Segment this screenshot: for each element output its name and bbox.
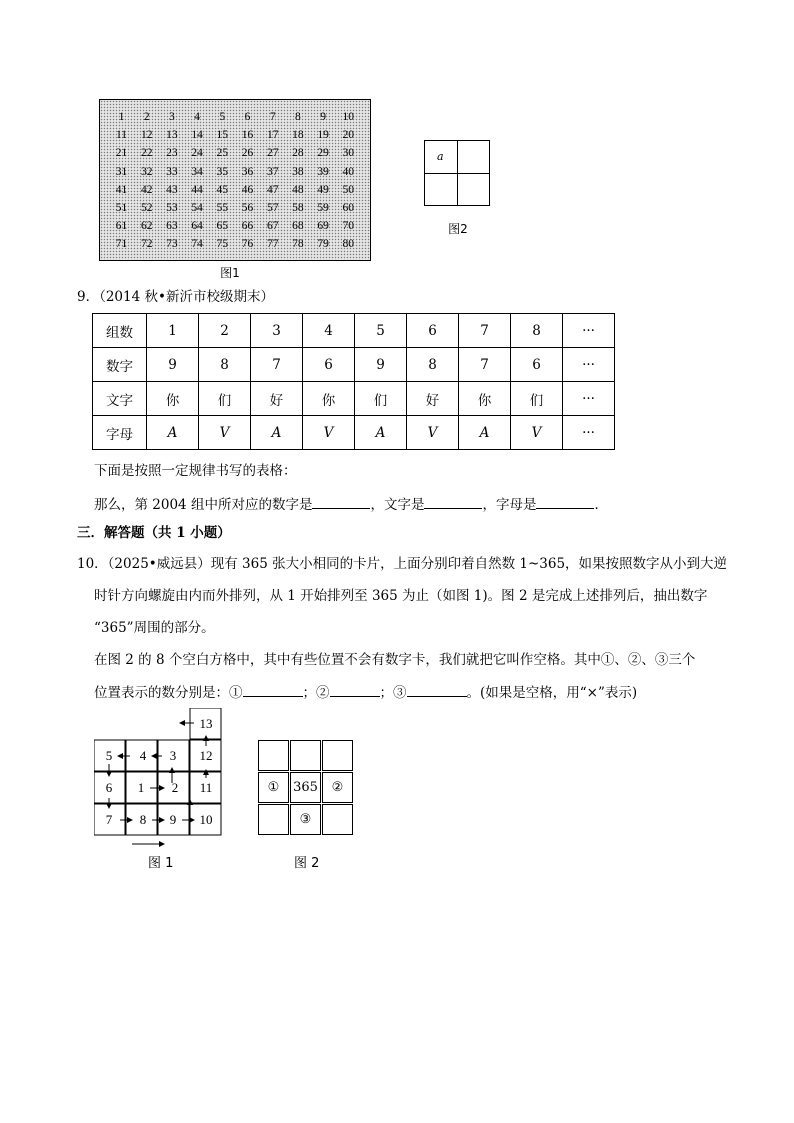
spiral-figure-2-caption: 图 2 [294, 856, 320, 871]
table-cell: 2 [199, 314, 251, 348]
table-row [93, 348, 615, 382]
grid-number: 37 [266, 165, 279, 178]
grid-number: 21 [115, 147, 128, 160]
grid-number: 14 [191, 129, 203, 142]
grid-number: 41 [115, 183, 128, 196]
answer-blank [312, 494, 370, 509]
q10-line3: “365”周围的部分。 [94, 620, 215, 636]
grid-number: 2 [143, 111, 150, 123]
q9-question [94, 494, 608, 514]
table-cell: ··· [563, 314, 615, 348]
table-cell: ··· [563, 382, 615, 416]
grid-number: 68 [292, 220, 304, 233]
grid-divider [425, 173, 489, 174]
grid-number: 39 [317, 165, 329, 178]
table-cell: 们 [355, 382, 407, 416]
q10-line5-b: ；② [302, 685, 330, 701]
grid-cell [322, 740, 353, 771]
table-cell: A [459, 416, 511, 450]
spiral-number: 1 [137, 780, 145, 795]
grid-number: 34 [191, 165, 203, 178]
table-cell: 4 [303, 314, 355, 348]
grid-number: 25 [216, 147, 229, 160]
table-cell: 9 [147, 348, 199, 382]
q10-line4: 在图 2 的 8 个空白方格中，其中有些位置不会有数字卡，我们就把它叫作空格。其中①、②、③三个 [94, 652, 696, 668]
table-cell: V [407, 416, 459, 450]
spiral-number: 10 [199, 812, 213, 827]
grid-number: 75 [216, 238, 229, 251]
grid-number: 7 [269, 111, 276, 123]
grid-cell [258, 740, 289, 771]
spiral-number: 8 [139, 812, 147, 827]
q9-part3: ，字母是 [482, 497, 537, 513]
answer-blank [424, 494, 482, 509]
grid-number: 62 [140, 220, 153, 233]
grid-number: 13 [166, 129, 178, 142]
grid-number: 1 [118, 111, 125, 123]
table-cell: V [511, 416, 563, 450]
spiral-number: 12 [199, 748, 213, 763]
table-cell: 们 [199, 382, 251, 416]
grid-number: 33 [166, 165, 178, 178]
grid-number: 35 [216, 165, 229, 178]
q9-part2: ，文字是 [370, 497, 425, 513]
q9-end: ． [594, 497, 608, 513]
grid-number: 53 [166, 202, 178, 214]
grid-number: 74 [191, 238, 203, 251]
table-cell: 7 [251, 348, 303, 382]
spiral-number: 2 [171, 780, 179, 795]
grid-number: 66 [241, 220, 254, 233]
grid-number: 11 [115, 129, 128, 142]
table-cell: 7 [459, 314, 511, 348]
grid-number: 22 [140, 147, 153, 160]
table-cell: 9 [355, 348, 407, 382]
table-row [93, 314, 615, 348]
answer-blank [407, 682, 467, 697]
grid-number: 40 [342, 165, 355, 178]
table-cell: 好 [407, 382, 459, 416]
table-row [93, 382, 615, 416]
spiral-figure-1-caption: 图 1 [148, 856, 174, 871]
row-header: 文字 [93, 382, 147, 416]
grid-number: 29 [317, 147, 329, 160]
grid-number: 61 [115, 220, 128, 233]
grid-number: 15 [216, 129, 229, 142]
grid-number: 28 [292, 147, 304, 160]
pattern-table [92, 313, 615, 450]
grid-number: 45 [216, 183, 229, 196]
grid-number: 43 [166, 183, 178, 196]
grid-number: 20 [342, 129, 355, 142]
table-cell: 8 [407, 348, 459, 382]
grid-number: 19 [317, 129, 329, 142]
spiral-number: 11 [199, 780, 213, 795]
spiral-number: 4 [139, 748, 147, 763]
table-cell: A [251, 416, 303, 450]
table-cell: 6 [511, 348, 563, 382]
grid-number: 42 [140, 183, 153, 196]
spiral-number: 5 [105, 748, 113, 763]
grid-number: 52 [140, 202, 153, 214]
row-header: 数字 [93, 348, 147, 382]
grid-number: 9 [320, 111, 326, 123]
grid-number: 27 [266, 147, 279, 160]
answer-blank [330, 682, 380, 697]
grid-number: 55 [216, 202, 229, 214]
spiral-number: 6 [105, 780, 113, 795]
grid-number: 50 [342, 183, 355, 196]
grid-number: 72 [140, 238, 153, 251]
q10-line5 [94, 682, 637, 702]
variable-a-label: a [437, 150, 444, 163]
number-grid-figure [99, 99, 371, 261]
table-cell: 5 [355, 314, 407, 348]
table-cell: V [199, 416, 251, 450]
table-cell: A [355, 416, 407, 450]
table-cell: 们 [511, 382, 563, 416]
grid-number: 38 [292, 165, 304, 178]
table-cell: 好 [251, 382, 303, 416]
table-cell: ··· [563, 348, 615, 382]
grid-number: 59 [317, 202, 329, 214]
grid-number: 3 [169, 111, 175, 123]
figure-2-caption: 图2 [448, 222, 468, 236]
grid-number: 70 [342, 220, 355, 233]
grid-number: 69 [317, 220, 329, 233]
grid-number: 71 [115, 238, 128, 251]
table-cell: 8 [199, 348, 251, 382]
grid-number: 23 [166, 147, 178, 160]
answer-blank [536, 494, 594, 509]
grid-number: 56 [241, 202, 254, 214]
table-cell: 你 [459, 382, 511, 416]
q9-part1: 那么，第 2004 组中所对应的数字是 [94, 497, 313, 513]
grid-number: 30 [342, 147, 355, 160]
grid-number: 67 [266, 220, 279, 233]
spiral-number: 3 [169, 748, 177, 763]
grid-number: 77 [266, 238, 279, 251]
grid-cell: ③ [290, 804, 321, 835]
row-header: 组数 [93, 314, 147, 348]
2x2-grid-figure [424, 140, 490, 206]
grid-number: 54 [191, 202, 203, 214]
grid-number: 4 [194, 111, 200, 123]
grid-number: 36 [241, 165, 254, 178]
grid-number: 17 [266, 129, 279, 142]
table-cell: 6 [407, 314, 459, 348]
table-cell: ··· [563, 416, 615, 450]
q10-line2: 时针方向螺旋由内而外排列，从 1 开始排列至 365 为止（如图 1)。图 2 是完成上述排列后，抽出数字 [94, 588, 708, 604]
table-cell: 你 [303, 382, 355, 416]
grid-cell: 365 [290, 772, 321, 803]
row-header: 字母 [93, 416, 147, 450]
grid-cell: ① [258, 772, 289, 803]
grid-number: 46 [241, 183, 254, 196]
grid-number: 47 [266, 183, 279, 196]
grid-number: 24 [191, 147, 203, 160]
spiral-figure-2-grid [258, 740, 354, 836]
grid-number: 6 [244, 111, 251, 123]
grid-number: 5 [219, 111, 226, 123]
grid-number: 60 [342, 202, 355, 214]
grid-number: 73 [166, 238, 178, 251]
grid-number: 63 [166, 220, 178, 233]
q10-line5-a: 位置表示的数分别是：① [94, 685, 243, 701]
q9-intro: 下面是按照一定规律书写的表格： [94, 463, 297, 479]
table-cell: 3 [251, 314, 303, 348]
grid-cell [258, 804, 289, 835]
grid-number: 49 [317, 183, 329, 196]
grid-number: 16 [241, 129, 254, 142]
figure-1-caption: 图1 [220, 266, 240, 280]
grid-number: 44 [191, 183, 203, 196]
spiral-number: 9 [169, 812, 177, 827]
grid-number: 76 [241, 238, 254, 251]
grid-number: 12 [140, 129, 153, 142]
table-cell: 7 [459, 348, 511, 382]
spiral-figure [94, 708, 224, 848]
q10-line5-d: 。(如果是空格，用“×”表示) [466, 685, 638, 701]
grid-number: 80 [342, 238, 355, 251]
grid-number: 79 [317, 238, 329, 251]
grid-number: 57 [266, 202, 279, 214]
grid-number: 58 [292, 202, 304, 214]
grid-number: 10 [342, 111, 355, 123]
grid-number: 78 [292, 238, 304, 251]
answer-blank [243, 682, 303, 697]
grid-number: 48 [292, 183, 304, 196]
grid-cell [290, 740, 321, 771]
grid-number: 65 [216, 220, 229, 233]
grid-cell: ② [322, 772, 353, 803]
table-cell: 8 [511, 314, 563, 348]
q10-line1: 10．（2025•威远县）现有 365 张大小相同的卡片，上面分别印着自然数 1~365，如果按照数字从小到大逆 [77, 556, 728, 572]
grid-cell [322, 804, 353, 835]
table-row [93, 416, 615, 450]
table-cell: 你 [147, 382, 199, 416]
grid-number: 51 [115, 202, 128, 214]
q10-line5-c: ；③ [379, 685, 407, 701]
grid-number: 18 [292, 129, 304, 142]
spiral-number: 13 [199, 716, 213, 731]
grid-number: 32 [140, 165, 153, 178]
table-cell: V [303, 416, 355, 450]
table-cell: A [147, 416, 199, 450]
section-title: 三．解答题（共 1 小题） [77, 525, 231, 541]
table-cell: 6 [303, 348, 355, 382]
grid-number: 64 [191, 220, 203, 233]
grid-number: 8 [295, 111, 301, 123]
table-cell: 1 [147, 314, 199, 348]
q9-source: 9．（2014 秋•新沂市校级期末） [77, 289, 274, 305]
spiral-number: 7 [105, 812, 113, 827]
grid-number: 26 [241, 147, 254, 160]
grid-number: 31 [115, 165, 128, 178]
